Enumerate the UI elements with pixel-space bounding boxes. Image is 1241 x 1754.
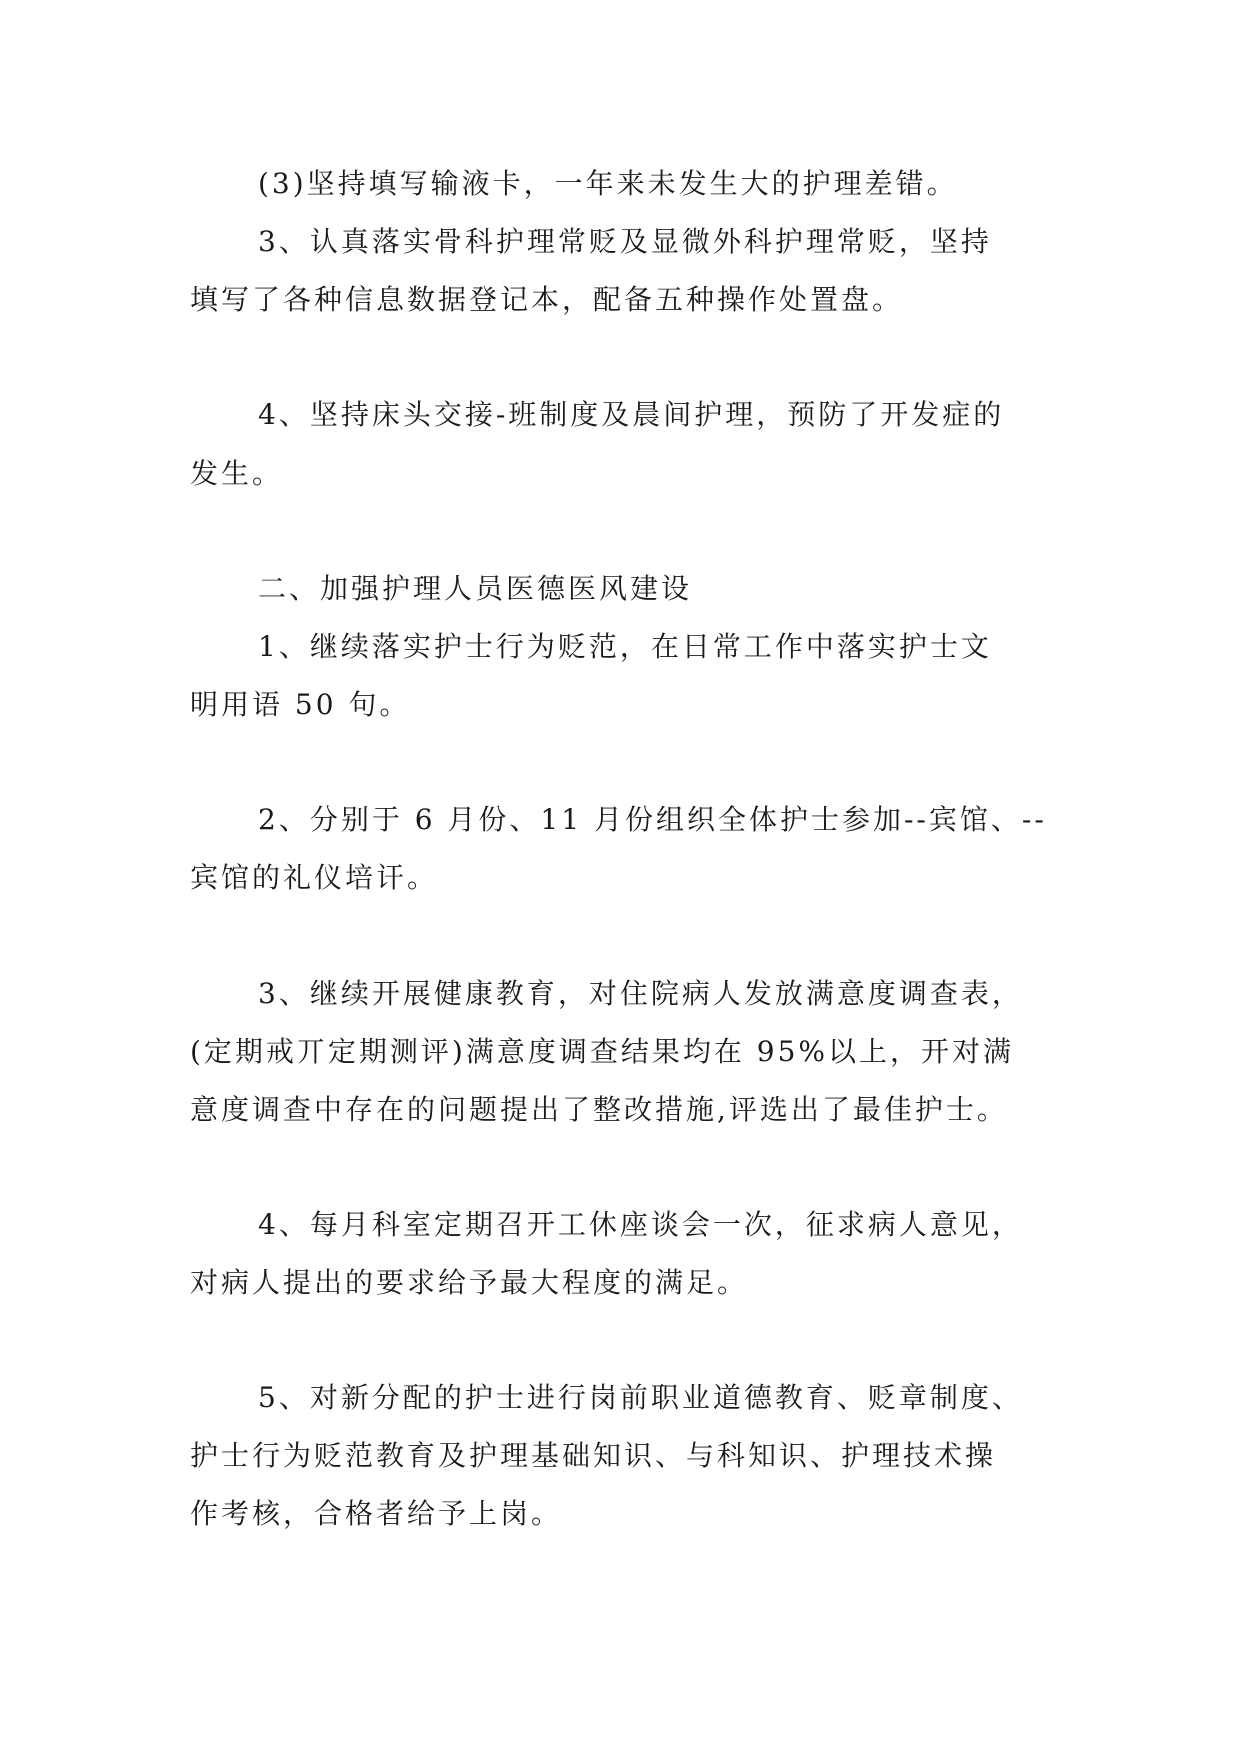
paragraph-line: 护士行为贬范教育及护理基础知识、与科知识、护理技术操: [190, 1439, 997, 1472]
paragraph-line: 对病人提出的要求给予最大程度的满足。: [190, 1266, 749, 1299]
section-heading: 二、加强护理人员医德医风建设: [258, 572, 693, 605]
paragraph-line: 填写了各种信息数据登记本，配备五种操作处置盘。: [190, 283, 904, 316]
paragraph-line: 意度调查中存在的问题提出了整改措施,评选出了最佳护士。: [190, 1093, 1008, 1126]
paragraph-line: 4、每月科室定期召开工休座谈会一次，征求病人意见，: [258, 1208, 1023, 1241]
paragraph-line: 发生。: [190, 457, 284, 490]
paragraph-line: 宾馆的礼仪培讦。: [190, 861, 439, 894]
paragraph-line: 2、分别于 6 月份、11 月份组织全体护士参加--宾馆、--: [258, 803, 1047, 836]
paragraph-line: 5、对新分配的护士进行岗前职业道德教育、贬章制度、: [258, 1381, 1023, 1414]
paragraph-line: (3)坚持填写输液卡，一年来未发生大的护理差错。: [258, 167, 958, 200]
paragraph-line: 3、继续开展健康教育，对住院病人发放满意度调查表，: [258, 977, 1023, 1010]
paragraph-line: 1、继续落实护士行为贬范，在日常工作中落实护士文: [258, 630, 992, 663]
paragraph-line: 作考核，合格者给予上岗。: [190, 1497, 563, 1530]
paragraph-line: 4、坚持床头交接-班制度及晨间护理，预防了开发症的: [258, 398, 1005, 431]
paragraph-line: 明用语 50 句。: [190, 688, 411, 721]
paragraph-line: (定期戒丌定期测评)满意度调查结果均在 95%以上，开对满: [190, 1035, 1014, 1068]
paragraph-line: 3、认真落实骨科护理常贬及显微外科护理常贬，坚持: [258, 225, 992, 258]
